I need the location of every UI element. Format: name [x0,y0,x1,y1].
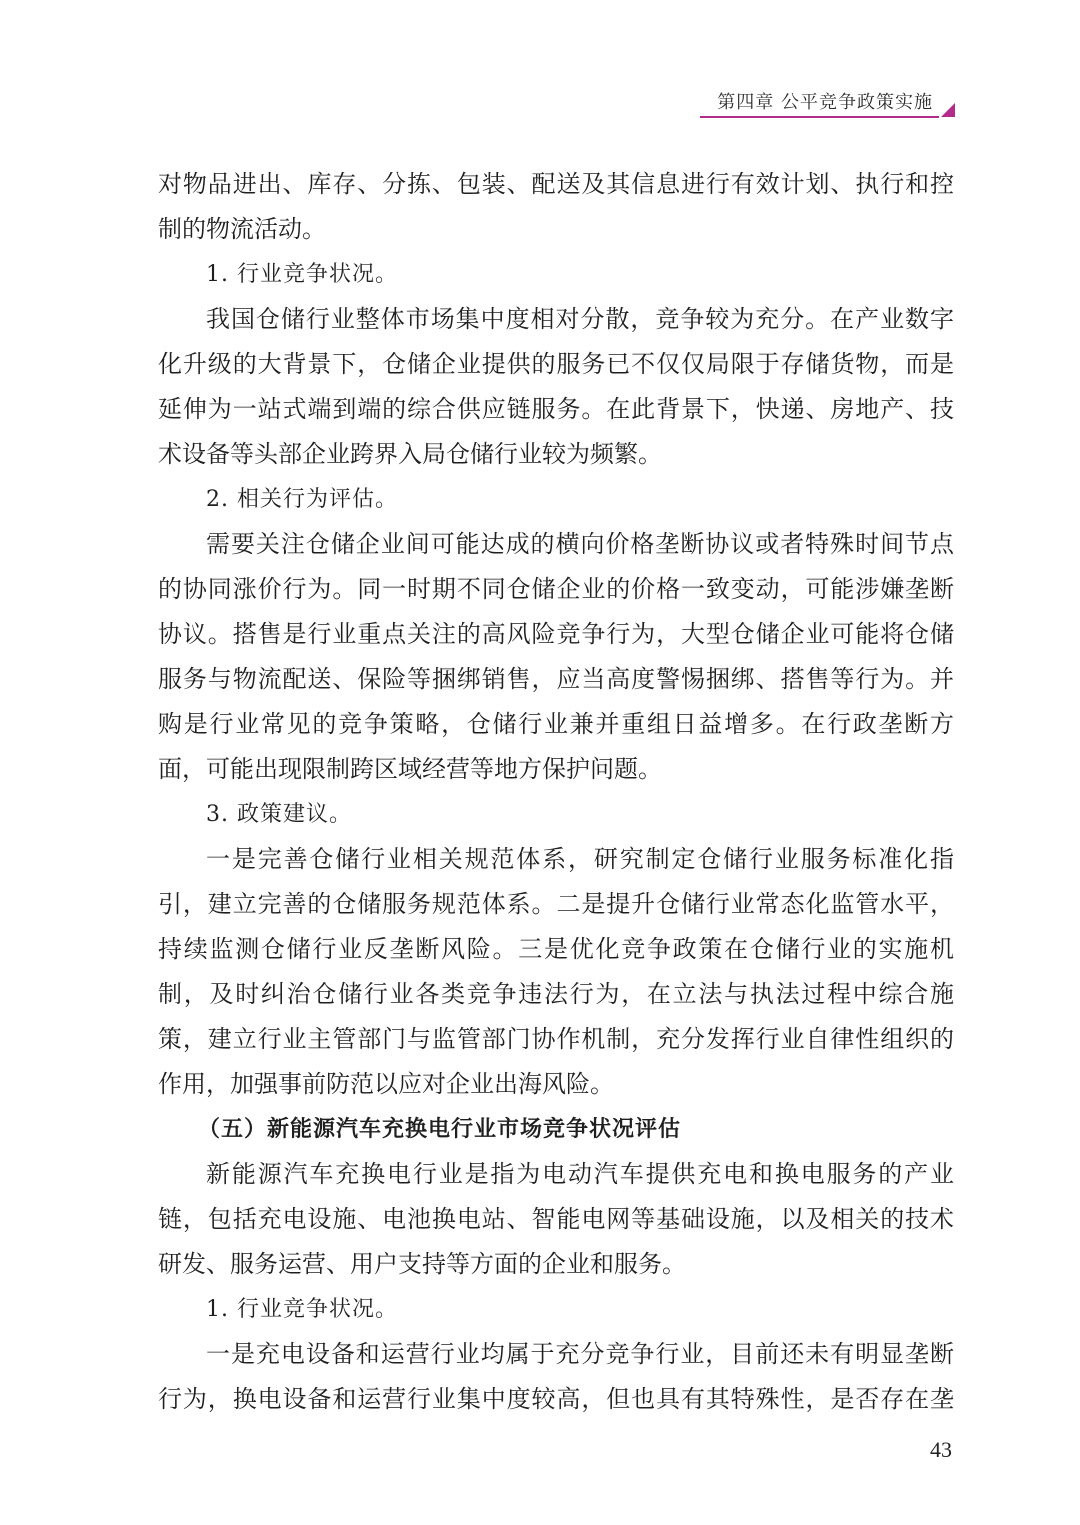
paragraph-line: 持续监测仓储行业反垄断风险。三是优化竞争政策在仓储行业的实施机 [158,935,954,963]
paragraph-line: 作用，加强事前防范以应对企业出海风险。 [158,1070,614,1098]
paragraph-line: 我国仓储行业整体市场集中度相对分散，竞争较为充分。在产业数字 [206,305,954,333]
subheading: 3. 政策建议。 [206,802,352,827]
paragraph-line: 协议。搭售是行业重点关注的高风险竞争行为，大型仓储企业可能将仓储 [158,620,954,648]
paragraph-line: 一是充电设备和运营行业均属于充分竞争行业，目前还未有明显垄断 [206,1340,954,1368]
running-header [700,86,955,126]
paragraph-line: 行为，换电设备和运营行业集中度较高，但也具有其特殊性，是否存在垄 [158,1385,954,1413]
subheading: 1. 行业竞争状况。 [206,262,398,287]
corner-triangle-icon [941,103,955,117]
paragraph-line: 一是完善仓储行业相关规范体系，研究制定仓储行业服务标准化指 [206,845,954,873]
page-body [158,162,954,1422]
paragraph-line: 制，及时纠治仓储行业各类竞争违法行为，在立法与执法过程中综合施 [158,980,954,1008]
subheading: 2. 相关行为评估。 [206,487,398,512]
paragraph-line: 制的物流活动。 [158,215,326,243]
paragraph-line: 新能源汽车充换电行业是指为电动汽车提供充电和换电服务的产业 [206,1160,954,1188]
section-title: （五）新能源汽车充换电行业市场竞争状况评估 [198,1117,682,1142]
header-rule [700,116,939,118]
page-number: 43 [930,1437,952,1462]
paragraph-line: 研发、服务运营、用户支持等方面的企业和服务。 [158,1250,686,1278]
paragraph-line: 术设备等头部企业跨界入局仓储行业较为频繁。 [158,440,662,468]
subheading: 1. 行业竞争状况。 [206,1297,398,1322]
paragraph-line: 购是行业常见的竞争策略，仓储行业兼并重组日益增多。在行政垄断方 [158,710,954,738]
paragraph-line: 需要关注仓储企业间可能达成的横向价格垄断协议或者特殊时间节点 [206,530,954,558]
paragraph-line: 化升级的大背景下，仓储企业提供的服务已不仅仅局限于存储货物，而是 [158,350,954,378]
paragraph-line: 链，包括充电设施、电池换电站、智能电网等基础设施，以及相关的技术 [158,1205,954,1233]
paragraph-line: 策，建立行业主管部门与监管部门协作机制，充分发挥行业自律性组织的 [158,1025,954,1053]
paragraph-line: 引，建立完善的仓储服务规范体系。二是提升仓储行业常态化监管水平， [158,890,954,918]
paragraph-line: 延伸为一站式端到端的综合供应链服务。在此背景下，快递、房地产、技 [158,395,954,423]
paragraph-line: 的协同涨价行为。同一时期不同仓储企业的价格一致变动，可能涉嫌垄断 [158,575,954,603]
chapter-title: 第四章 公平竞争政策实施 [717,92,933,113]
paragraph-line: 服务与物流配送、保险等捆绑销售，应当高度警惕捆绑、搭售等行为。并 [158,665,954,693]
paragraph-line: 对物品进出、库存、分拣、包装、配送及其信息进行有效计划、执行和控 [158,170,954,198]
paragraph-line: 面，可能出现限制跨区域经营等地方保护问题。 [158,755,662,783]
